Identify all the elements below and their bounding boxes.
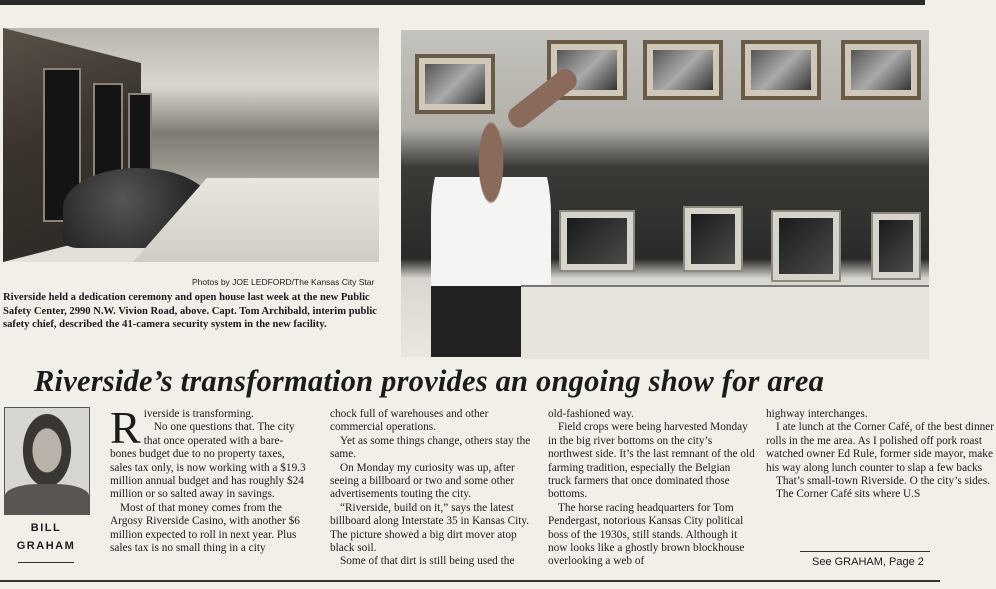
paragraph: “Riverside, build on it,” says the latest billboard along Interstate 35 in Kansas City. The picture showed a big dirt mover atop black soil. [330,501,530,555]
columnist-photo [4,407,90,515]
jump-rule [800,551,930,552]
article-column-1 [110,402,307,555]
paragraph: Field crops were being harvested Monday in the big river bottoms on the city’s northwest side. It’s the last remnant of the old farming tradition, especially the Belgian truck farmers that once dominated those bottoms. [548,421,755,501]
paragraph: old-fashioned way. [548,408,634,420]
photo-security-center [401,30,929,357]
top-rule [0,0,925,5]
jump-line: See GRAHAM, Page 2 [812,556,924,568]
paragraph: Riverside is transforming. [110,402,254,453]
byline-rule [18,562,74,563]
desk-monitor [559,210,635,272]
wall-monitor [841,40,921,100]
photo-credit: Photos by JOE LEDFORD/The Kansas City Star [192,277,375,287]
paragraph: I ate lunch at the Corner Café, of the best dinner rolls in the me area. As I polished off pork roast watched owner Ed Rule, former side mayor, make his way along lunch counter to slap a few backs [766,421,995,474]
paragraph: chock full of warehouses and other commercial operations. [330,408,489,434]
wall-monitor [741,40,821,100]
article-column-2 [330,408,536,569]
byline-last-name: GRAHAM [16,540,76,552]
drop-cap: R [110,402,141,453]
photo-building-exterior [3,28,379,262]
headline: Riverside’s transformation provides an ongoing show for area [34,364,825,398]
article-column-4 [766,408,995,502]
paragraph: The Corner Café sits where U.S [776,488,921,501]
paragraph: That’s small-town Riverside. O the city’s sides. [776,475,990,488]
byline-first-name: BILL [30,522,62,534]
desk-monitor [683,206,743,272]
desk [521,285,929,359]
paragraph: highway interchanges. [766,408,868,420]
photo-caption: Riverside held a dedication ceremony and open house last week at the new Public Safety Center, 2990 N.W. Vivion Road, above. Capt. Tom Archibald, interim public safety chief, described the 41-camera security system in the new facility. [3,292,377,330]
bottom-rule [0,580,940,582]
columnist-shoulders [5,484,89,514]
paragraph: On Monday my curiosity was up, after seeing a billboard or two and some other advertisements touting the city. [330,461,515,501]
desk-monitor [771,210,841,282]
article-column-3 [548,408,755,569]
desk-monitor [871,212,921,280]
paragraph: Some of that dirt is still being used the [340,555,515,568]
paragraph: The horse racing headquarters for Tom Pendergast, notorious Kansas City political boss of the 1930s, still stands. Although it now looks like a ghostly brown blockhouse overlooking a web of [548,501,745,568]
paragraph: Most of that money comes from the Argosy Riverside Casino, with another $6 million expected to roll in next year. Plus sales tax is no small thing in a city [110,501,300,555]
paragraph: No one questions that. The city that once operated with a bare-bones budget due to no property taxes, sales tax only, is now working with a $19.3 million annual budget and has roughly $24 million or so salted away in savings. [110,421,306,501]
paragraph: Yet as some things change, others stay the same. [330,434,531,461]
wall-monitor [415,54,495,114]
wall-monitor [643,40,723,100]
